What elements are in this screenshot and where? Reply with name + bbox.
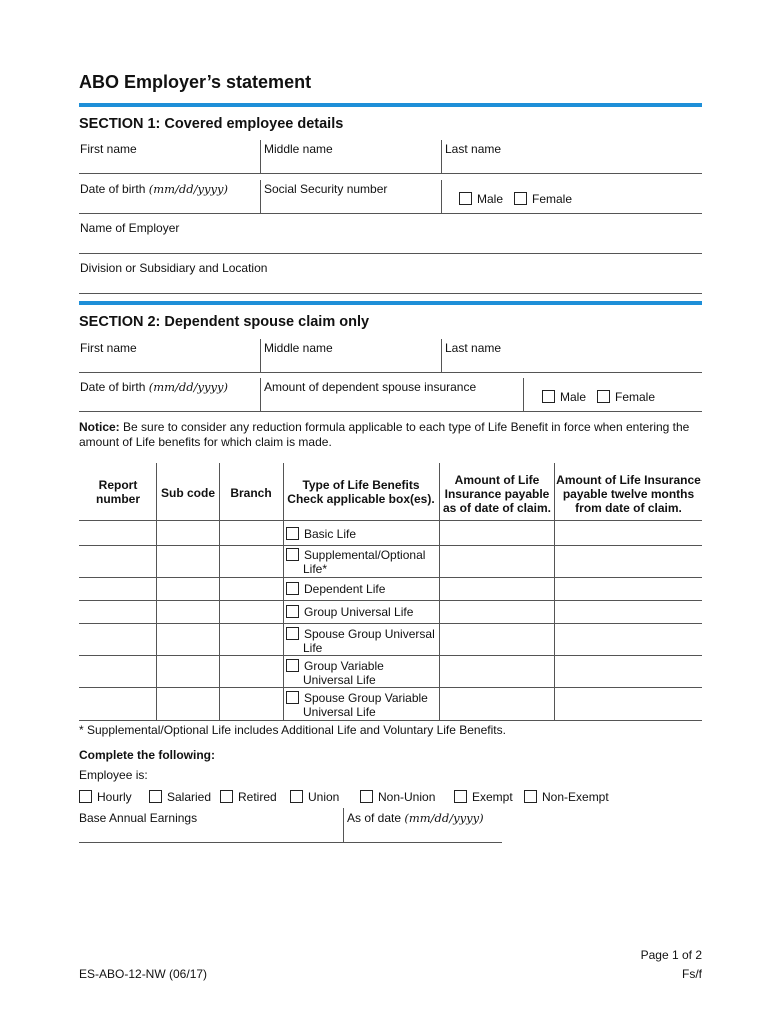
divider [79,301,702,305]
option-label: Hourly [97,790,132,804]
form-code: Fs/f [682,967,702,981]
s2-female-text: Female [615,390,656,404]
s2-last-name-label: Last name [445,341,502,355]
checkbox[interactable] [286,582,299,595]
col-type-title: Type of Life Benefits [302,478,420,492]
option-retired[interactable] [220,790,277,804]
s1-dob-format: (mm/dd/yyyy) [148,182,228,196]
benefit-supplemental-life[interactable] [286,548,425,576]
as-of-date-label [347,811,484,825]
option-non-union[interactable] [360,790,435,804]
col-report-header: Report number [95,478,140,506]
checkbox[interactable] [286,605,299,618]
col-subcode-header: Sub code [160,486,215,500]
col-amount12-header: Amount of Life Insurance payable twelve months from date of claim. [556,473,701,515]
base-earnings-label: Base Annual Earnings [79,811,198,825]
s2-dob-label [80,380,228,394]
s1-division-label: Division or Subsidiary and Location [80,261,268,275]
checkbox[interactable] [514,192,527,205]
benefit-label: Spouse Group Universal [304,627,435,641]
s1-dob-text: Date of birth [80,182,146,196]
notice-text: Be sure to consider any reduction formula applicable to each type of Life Benefit in force when entering the amount of Life benefits for which claim is made. [79,420,690,449]
s2-male-text: Male [560,390,587,404]
checkbox[interactable] [597,390,610,403]
benefit-spouse-group-universal-life[interactable] [286,627,435,655]
s1-employer-label: Name of Employer [80,221,180,235]
section1-heading: SECTION 1: Covered employee details [79,116,344,132]
option-label: Union [308,790,340,804]
divider [260,378,261,411]
employee-is-label: Employee is: [79,768,148,782]
option-label: Non-Exempt [542,790,609,804]
benefit-group-variable-universal-life[interactable] [286,659,384,687]
s1-middle-name-label: Middle name [264,142,333,156]
benefit-label: Dependent Life [304,582,386,596]
benefit-basic-life[interactable] [286,527,356,541]
benefit-label: Group Universal Life [304,605,414,619]
s1-male-option[interactable] [459,192,503,206]
benefit-label-line2: Universal Life [303,705,376,719]
s2-dob-format: (mm/dd/yyyy) [148,380,228,394]
option-label: Non-Union [378,790,436,804]
s2-female-option[interactable] [597,390,655,404]
divider [79,600,702,601]
divider [441,339,442,372]
checkbox[interactable] [149,790,162,803]
col-branch-header: Branch [230,486,272,500]
divider [79,173,702,174]
benefit-group-universal-life[interactable] [286,605,413,619]
divider [260,180,261,213]
footnote: * Supplemental/Optional Life includes Additional Life and Voluntary Life Benefits. [79,723,506,737]
benefit-label-line2: Life* [303,562,328,576]
notice-bold: Notice: [79,420,120,434]
benefit-label: Supplemental/Optional [304,548,426,562]
divider [79,720,702,721]
col-type-header [283,478,439,506]
s1-ssn-label: Social Security number [264,182,388,196]
checkbox[interactable] [220,790,233,803]
divider [79,520,702,521]
divider [79,655,702,656]
benefit-spouse-group-variable-universal-life[interactable] [286,691,428,719]
divider [343,808,344,843]
notice [79,420,704,450]
divider [283,463,284,721]
checkbox[interactable] [524,790,537,803]
section2-heading: SECTION 2: Dependent spouse claim only [79,314,370,330]
page-number: Page 1 of 2 [640,948,702,962]
s1-female-text: Female [532,192,573,206]
benefit-label-line2: Life [303,641,323,655]
benefit-label: Basic Life [304,527,357,541]
divider [79,103,702,107]
option-hourly[interactable] [79,790,132,804]
divider [79,293,702,294]
checkbox[interactable] [286,659,299,672]
as-of-text: As of date [347,811,402,825]
divider [156,463,157,721]
divider [79,842,502,843]
divider [79,411,702,412]
benefit-label: Spouse Group Variable [304,691,428,705]
divider [79,687,702,688]
checkbox[interactable] [454,790,467,803]
divider [554,463,555,721]
checkbox[interactable] [360,790,373,803]
divider [79,253,702,254]
benefit-label-line2: Universal Life [303,673,376,687]
complete-heading: Complete the following: [79,748,215,762]
checkbox[interactable] [542,390,555,403]
option-non-exempt[interactable] [524,790,609,804]
divider [260,140,261,173]
page-title: ABO Employer’s statement [79,72,312,92]
option-label: Salaried [167,790,212,804]
s1-male-text: Male [477,192,504,206]
s2-first-name-label: First name [80,341,137,355]
divider [439,463,440,721]
s1-dob-label [80,182,228,196]
divider [441,140,442,173]
checkbox[interactable] [459,192,472,205]
s2-dob-text: Date of birth [80,380,146,394]
option-label: Retired [238,790,277,804]
divider [79,372,702,373]
option-union[interactable] [290,790,339,804]
col-type-sub: Check applicable box(es). [287,492,435,506]
divider [79,213,702,214]
s2-male-option[interactable] [542,390,586,404]
option-exempt[interactable] [454,790,513,804]
s1-female-option[interactable] [514,192,572,206]
col-amount-header: Amount of Life Insurance payable as of date of claim. [442,473,552,515]
divider [523,378,524,411]
life-benefits-table [79,463,702,721]
checkbox[interactable] [286,627,299,640]
divider [79,545,702,546]
option-label: Exempt [472,790,513,804]
checkbox[interactable] [290,790,303,803]
form-id: ES-ABO-12-NW (06/17) [79,967,208,981]
checkbox[interactable] [286,527,299,540]
checkbox[interactable] [79,790,92,803]
divider [79,577,702,578]
option-salaried[interactable] [149,790,211,804]
divider [79,623,702,624]
as-of-format: (mm/dd/yyyy) [404,811,484,825]
s2-amount-label: Amount of dependent spouse insurance [264,380,477,394]
checkbox[interactable] [286,548,299,561]
employee-type-options [0,790,770,806]
benefit-label: Group Variable [304,659,384,673]
benefit-dependent-life[interactable] [286,582,385,596]
s1-last-name-label: Last name [445,142,502,156]
checkbox[interactable] [286,691,299,704]
divider [219,463,220,721]
divider [441,180,442,213]
s2-middle-name-label: Middle name [264,341,333,355]
s1-first-name-label: First name [80,142,137,156]
divider [260,339,261,372]
